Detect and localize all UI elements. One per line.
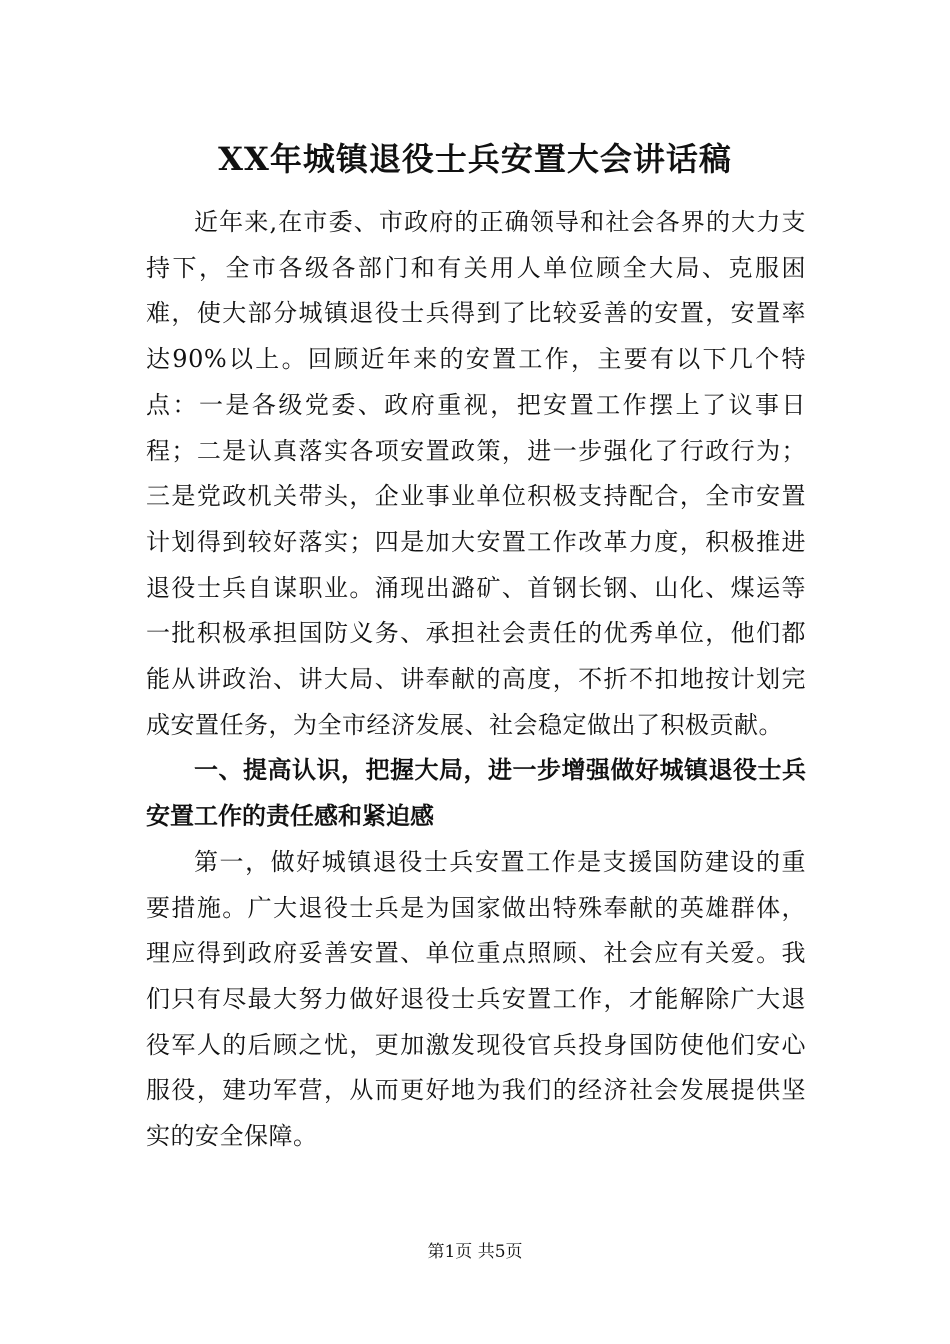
- document-title: XX年城镇退役士兵安置大会讲话稿: [218, 140, 732, 178]
- intro-paragraph: 近年来,在市委、市政府的正确领导和社会各界的大力支持下，全市各级各部门和有关用人单位顾全大局、克服困难，使大部分城镇退役士兵得到了比较妥善的安置，安置率达90%以上。回顾近年来的安置工作，主要有以下几个特点：一是各级党委、政府重视，把安置工作摆上了议事日程；二是认真落实各项安置政策，进一步强化了行政行为；三是党政机关带头，企业事业单位积极支持配合，全市安置计划得到较好落实；四是加大安置工作改革力度，积极推进退役士兵自谋职业。涌现出潞矿、首钢长钢、山化、煤运等一批积极承担国防义务、承担社会责任的优秀单位，他们都能从讲政治、讲大局、讲奉献的高度，不折不扣地按计划完成安置任务，为全市经济发展、社会稳定做出了积极贡献。: [146, 208, 806, 739]
- section-heading: 一、提高认识，把握大局，进一步增强做好城镇退役士兵安置工作的责任感和紧迫感: [146, 756, 806, 831]
- section-paragraph: 第一，做好城镇退役士兵安置工作是支援国防建设的重要措施。广大退役士兵是为国家做出特殊奉献的英雄群体，理应得到政府妥善安置、单位重点照顾、社会应有关爱。我们只有尽最大努力做好退役士兵安置工作，才能解除广大退役军人的后顾之忧，更加激发现役官兵投身国防使他们安心服役，建功军营，从而更好地为我们的经济社会发展提供坚实的安全保障。: [146, 847, 806, 1151]
- document-body: [146, 200, 806, 1160]
- page-number-footer: 第1页 共5页: [427, 1242, 523, 1262]
